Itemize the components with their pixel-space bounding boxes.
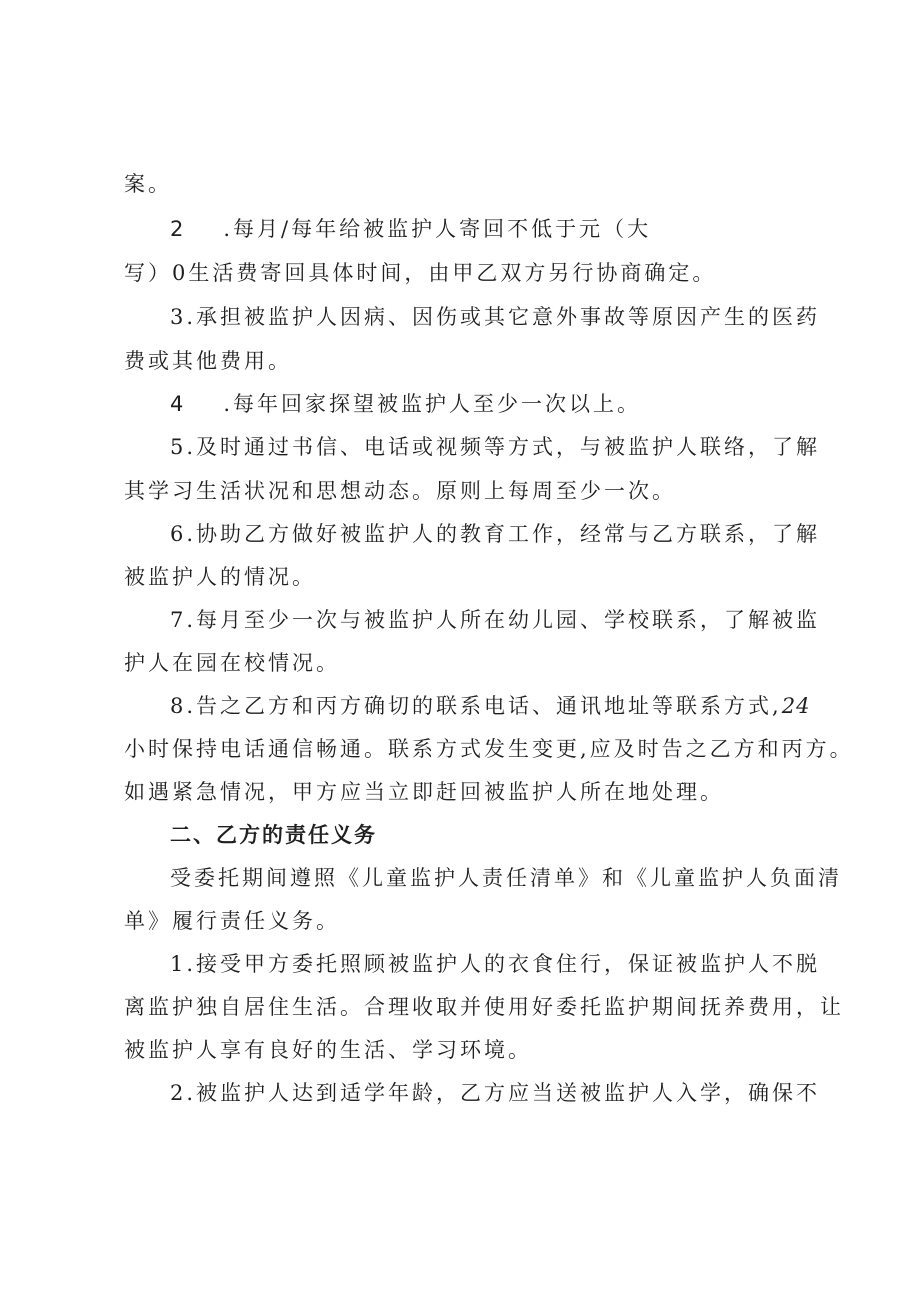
paragraph-line <box>124 732 854 766</box>
line-text: 单》履行责任义务。 <box>124 909 340 933</box>
section-heading <box>170 818 814 852</box>
paragraph-line <box>124 167 814 201</box>
line-text: 2.被监护人达到适学年龄，乙方应当送被监护人入学，确保不 <box>170 1081 821 1105</box>
line-text: 3.承担被监护人因病、因伤或其它意外事故等原因产生的医药 <box>170 305 821 329</box>
paragraph-line <box>170 1076 821 1110</box>
line-text: 8.告之乙方和丙方确切的联系电话、通讯地址等联系方式, <box>170 694 782 718</box>
paragraph-line <box>124 474 814 508</box>
paragraph-line <box>124 560 814 594</box>
line-text: 离监护独自居住生活。合理收取并使用好委托监护期间抚养费用，让 <box>124 995 844 1019</box>
item-number: 4 <box>170 392 184 416</box>
paragraph-line <box>170 387 814 421</box>
line-text: 被监护人的情况。 <box>124 565 316 589</box>
paragraph-line <box>124 1033 814 1067</box>
item-number: 2 <box>170 217 184 241</box>
line-text: 费或其他费用。 <box>124 349 292 373</box>
line-text: 7.每月至少一次与被监护人所在幼儿园、学校联系，了解被监 <box>170 608 821 632</box>
paragraph-line <box>170 517 821 551</box>
line-text: .每年回家探望被监护人至少一次以上。 <box>223 392 642 416</box>
line-text: 被监护人享有良好的生活、学习环境。 <box>124 1038 532 1062</box>
paragraph-line <box>170 947 821 981</box>
paragraph-line <box>124 256 814 290</box>
paragraph-line <box>124 904 814 938</box>
line-text: 受委托期间遵照《儿童监护人责任清单》和《儿童监护人负面清 <box>170 866 842 890</box>
line-text: 如遇紧急情况，甲方应当立即赶回被监护人所在地处理。 <box>124 780 724 804</box>
line-text: 5.及时通过书信、电话或视频等方式，与被监护人联络，了解 <box>170 435 821 459</box>
paragraph-line <box>170 689 814 723</box>
line-text: 案。 <box>124 172 172 196</box>
paragraph-line <box>170 861 842 895</box>
paragraph-line <box>170 300 821 334</box>
line-text: 1.接受甲方委托照顾被监护人的衣食住行，保证被监护人不脱 <box>170 952 821 976</box>
heading-text: 二、乙方的责任义务 <box>170 823 377 847</box>
line-text: 其学习生活状况和思想动态。原则上每周至少一次。 <box>124 479 676 503</box>
line-text: 护人在园在校情况。 <box>124 651 340 675</box>
line-text: 6.协助乙方做好被监护人的教育工作，经常与乙方联系，了解 <box>170 522 821 546</box>
line-text: .每月/每年给被监护人寄回不低于元（大 <box>223 217 652 241</box>
paragraph-line <box>124 344 814 378</box>
line-text: 小时保持电话通信畅通。联系方式发生变更,应及时告之乙方和丙方。 <box>124 737 854 761</box>
paragraph-line <box>124 775 814 809</box>
italic-number: 24 <box>781 694 811 718</box>
paragraph-line <box>124 990 844 1024</box>
line-text: 写）0生活费寄回具体时间，由甲乙双方另行协商确定。 <box>124 261 717 285</box>
paragraph-line <box>170 212 814 246</box>
paragraph-line <box>170 430 821 464</box>
paragraph-line <box>124 646 814 680</box>
paragraph-line <box>170 603 821 637</box>
